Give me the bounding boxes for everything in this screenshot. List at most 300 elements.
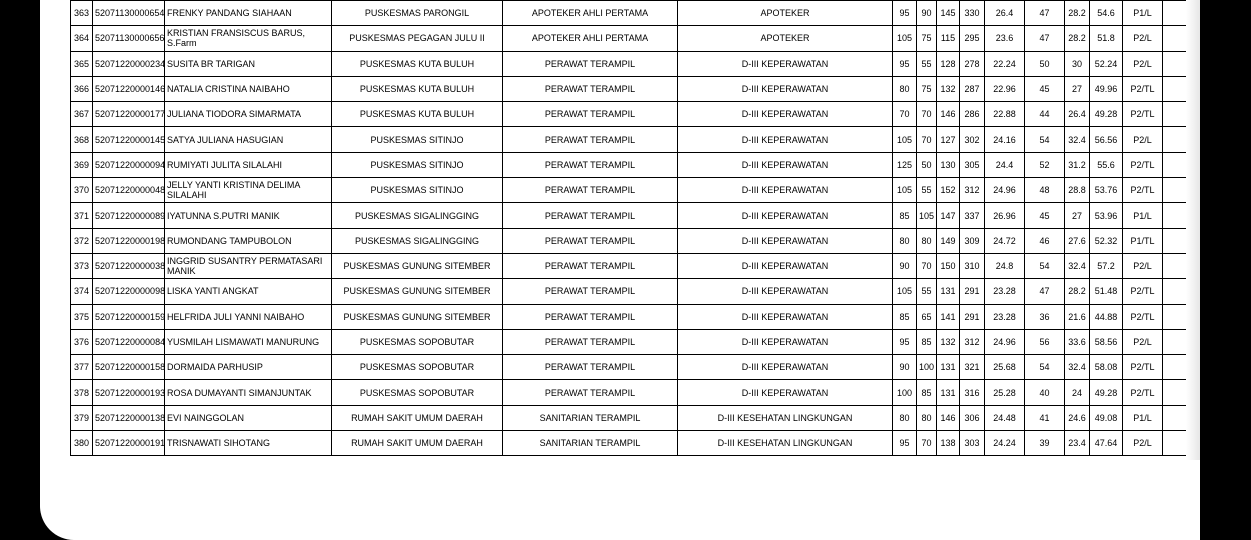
table-row — [71, 279, 1251, 304]
weighted-score-2-cell: 23.4 — [1065, 431, 1090, 456]
score-3-cell: 132 — [937, 76, 960, 101]
registration-number-cell: 52071220000094 — [93, 152, 165, 177]
score-1-cell: 80 — [893, 228, 917, 253]
row-number-cell: 377 — [71, 355, 93, 380]
score-1-cell: 70 — [893, 102, 917, 127]
weighted-score-2-cell: 32.4 — [1065, 253, 1090, 278]
score-2-cell: 70 — [917, 253, 937, 278]
score-1-cell: 105 — [893, 26, 917, 51]
total-score-cell: 312 — [960, 329, 985, 354]
score-2-cell: 70 — [917, 127, 937, 152]
final-score-cell: 51.8 — [1090, 26, 1123, 51]
final-score-cell: 57.2 — [1090, 253, 1123, 278]
remark-cell: - — [1163, 102, 1210, 127]
status-cell: P2/TL — [1123, 355, 1163, 380]
total-score-cell: 316 — [960, 380, 985, 405]
empty-cell — [1210, 51, 1251, 76]
work-unit-cell: PUSKESMAS PEGAGAN JULU II — [332, 26, 503, 51]
weighted-score-1-cell: 23.28 — [985, 279, 1025, 304]
status-cell: P2/L — [1123, 329, 1163, 354]
score-2-cell: 70 — [917, 102, 937, 127]
weighted-score-2-cell: 27 — [1065, 76, 1090, 101]
position-cell: SANITARIAN TERAMPIL — [503, 431, 678, 456]
score-4-cell: 52 — [1025, 152, 1065, 177]
table-row — [71, 228, 1251, 253]
paper-edge-shadow — [1186, 0, 1200, 460]
weighted-score-1-cell: 24.16 — [985, 127, 1025, 152]
table-row — [71, 355, 1251, 380]
education-cell: D-III KEPERAWATAN — [678, 380, 893, 405]
name-cell: HELFRIDA JULI YANNI NAIBAHO — [165, 304, 332, 329]
status-cell: P1/L — [1123, 405, 1163, 430]
row-number-cell: 376 — [71, 329, 93, 354]
score-1-cell: 95 — [893, 51, 917, 76]
weighted-score-2-cell: 28.2 — [1065, 279, 1090, 304]
status-cell: P2/L — [1123, 431, 1163, 456]
weighted-score-1-cell: 22.96 — [985, 76, 1025, 101]
weighted-score-2-cell: 30 — [1065, 51, 1090, 76]
work-unit-cell: PUSKESMAS GUNUNG SITEMBER — [332, 304, 503, 329]
remark-cell: - — [1163, 431, 1210, 456]
score-4-cell: 54 — [1025, 253, 1065, 278]
row-number-cell: 370 — [71, 178, 93, 203]
score-3-cell: 131 — [937, 279, 960, 304]
work-unit-cell: PUSKESMAS SOPOBUTAR — [332, 355, 503, 380]
remark-cell: - — [1163, 279, 1210, 304]
empty-cell — [1210, 355, 1251, 380]
status-cell: P2/TL — [1123, 380, 1163, 405]
education-cell: D-III KESEHATAN LINGKUNGAN — [678, 431, 893, 456]
score-4-cell: 47 — [1025, 26, 1065, 51]
weighted-score-1-cell: 23.28 — [985, 304, 1025, 329]
status-cell: P2/L — [1123, 26, 1163, 51]
position-cell: PERAWAT TERAMPIL — [503, 279, 678, 304]
position-cell: APOTEKER AHLI PERTAMA — [503, 1, 678, 26]
position-cell: PERAWAT TERAMPIL — [503, 152, 678, 177]
weighted-score-2-cell: 32.4 — [1065, 127, 1090, 152]
remark-cell: - — [1163, 228, 1210, 253]
empty-cell — [1210, 329, 1251, 354]
education-cell: D-III KEPERAWATAN — [678, 51, 893, 76]
row-number-cell: 373 — [71, 253, 93, 278]
registration-number-cell: 52071220000138 — [93, 405, 165, 430]
remark-cell: - — [1163, 203, 1210, 228]
work-unit-cell: PUSKESMAS KUTA BULUH — [332, 51, 503, 76]
total-score-cell: 310 — [960, 253, 985, 278]
table-row — [71, 1, 1251, 26]
status-cell: P2/TL — [1123, 102, 1163, 127]
score-4-cell: 56 — [1025, 329, 1065, 354]
weighted-score-1-cell: 24.4 — [985, 152, 1025, 177]
table-row — [71, 380, 1251, 405]
score-4-cell: 39 — [1025, 431, 1065, 456]
weighted-score-2-cell: 24 — [1065, 380, 1090, 405]
education-cell: D-III KEPERAWATAN — [678, 203, 893, 228]
score-2-cell: 75 — [917, 76, 937, 101]
score-4-cell: 50 — [1025, 51, 1065, 76]
table-row — [71, 203, 1251, 228]
final-score-cell: 49.28 — [1090, 380, 1123, 405]
weighted-score-2-cell: 27.6 — [1065, 228, 1090, 253]
score-4-cell: 47 — [1025, 1, 1065, 26]
score-3-cell: 146 — [937, 102, 960, 127]
work-unit-cell: PUSKESMAS SITINJO — [332, 127, 503, 152]
score-4-cell: 45 — [1025, 76, 1065, 101]
work-unit-cell: PUSKESMAS GUNUNG SITEMBER — [332, 253, 503, 278]
table-row — [71, 405, 1251, 430]
work-unit-cell: PUSKESMAS SITINJO — [332, 152, 503, 177]
empty-cell — [1210, 431, 1251, 456]
row-number-cell: 369 — [71, 152, 93, 177]
name-cell: INGGRID SUSANTRY PERMATASARI MANIK — [165, 253, 332, 278]
education-cell: D-III KEPERAWATAN — [678, 152, 893, 177]
empty-cell — [1210, 405, 1251, 430]
education-cell: D-III KEPERAWATAN — [678, 253, 893, 278]
score-3-cell: 141 — [937, 304, 960, 329]
registration-number-cell: 52071220000198 — [93, 228, 165, 253]
total-score-cell: 303 — [960, 431, 985, 456]
position-cell: APOTEKER AHLI PERTAMA — [503, 26, 678, 51]
registration-number-cell: 52071220000159 — [93, 304, 165, 329]
final-score-cell: 49.28 — [1090, 102, 1123, 127]
score-4-cell: 45 — [1025, 203, 1065, 228]
remark-cell: - — [1163, 76, 1210, 101]
row-number-cell: 372 — [71, 228, 93, 253]
table-row — [71, 304, 1251, 329]
name-cell: JELLY YANTI KRISTINA DELIMA SILALAHI — [165, 178, 332, 203]
final-score-cell: 52.24 — [1090, 51, 1123, 76]
score-3-cell: 147 — [937, 203, 960, 228]
position-cell: PERAWAT TERAMPIL — [503, 127, 678, 152]
education-cell: D-III KEPERAWATAN — [678, 279, 893, 304]
table-row — [71, 329, 1251, 354]
empty-cell — [1210, 380, 1251, 405]
table-row — [71, 178, 1251, 203]
work-unit-cell: RUMAH SAKIT UMUM DAERAH — [332, 431, 503, 456]
weighted-score-1-cell: 24.48 — [985, 405, 1025, 430]
score-1-cell: 80 — [893, 76, 917, 101]
score-1-cell: 125 — [893, 152, 917, 177]
table-row — [71, 102, 1251, 127]
name-cell: JULIANA TIODORA SIMARMATA — [165, 102, 332, 127]
score-3-cell: 131 — [937, 355, 960, 380]
score-1-cell: 90 — [893, 355, 917, 380]
total-score-cell: 309 — [960, 228, 985, 253]
final-score-cell: 53.76 — [1090, 178, 1123, 203]
empty-cell — [1210, 1, 1251, 26]
remark-cell: - — [1163, 405, 1210, 430]
score-3-cell: 128 — [937, 51, 960, 76]
empty-cell — [1210, 152, 1251, 177]
education-cell: D-III KEPERAWATAN — [678, 329, 893, 354]
status-cell: P2/TL — [1123, 152, 1163, 177]
score-3-cell: 132 — [937, 329, 960, 354]
row-number-cell: 364 — [71, 26, 93, 51]
table-row — [71, 431, 1251, 456]
registration-number-cell: 52071220000146 — [93, 76, 165, 101]
weighted-score-1-cell: 24.8 — [985, 253, 1025, 278]
empty-cell — [1210, 127, 1251, 152]
position-cell: PERAWAT TERAMPIL — [503, 178, 678, 203]
weighted-score-1-cell: 23.6 — [985, 26, 1025, 51]
score-2-cell: 85 — [917, 329, 937, 354]
empty-cell — [1210, 304, 1251, 329]
name-cell: RUMIYATI JULITA SILALAHI — [165, 152, 332, 177]
status-cell: P1/TL — [1123, 228, 1163, 253]
registration-number-cell: 52071220000145 — [93, 127, 165, 152]
name-cell: DORMAIDA PARHUSIP — [165, 355, 332, 380]
remark-cell: - — [1163, 329, 1210, 354]
empty-cell — [1210, 203, 1251, 228]
weighted-score-1-cell: 24.24 — [985, 431, 1025, 456]
registration-number-cell: 52071220000089 — [93, 203, 165, 228]
remark-cell: - — [1163, 152, 1210, 177]
score-4-cell: 48 — [1025, 178, 1065, 203]
weighted-score-1-cell: 25.28 — [985, 380, 1025, 405]
work-unit-cell: PUSKESMAS SOPOBUTAR — [332, 380, 503, 405]
registration-number-cell: 52071220000038 — [93, 253, 165, 278]
registration-number-cell: 52071220000048 — [93, 178, 165, 203]
registration-number-cell: 52071130000654 — [93, 1, 165, 26]
score-4-cell: 41 — [1025, 405, 1065, 430]
total-score-cell: 302 — [960, 127, 985, 152]
position-cell: PERAWAT TERAMPIL — [503, 329, 678, 354]
registration-number-cell: 52071220000098 — [93, 279, 165, 304]
empty-cell — [1210, 279, 1251, 304]
row-number-cell: 367 — [71, 102, 93, 127]
position-cell: SANITARIAN TERAMPIL — [503, 405, 678, 430]
score-2-cell: 55 — [917, 51, 937, 76]
status-cell: P2/TL — [1123, 76, 1163, 101]
status-cell: P2/L — [1123, 253, 1163, 278]
score-1-cell: 95 — [893, 329, 917, 354]
total-score-cell: 305 — [960, 152, 985, 177]
work-unit-cell: PUSKESMAS SITINJO — [332, 178, 503, 203]
score-2-cell: 75 — [917, 26, 937, 51]
weighted-score-1-cell: 22.88 — [985, 102, 1025, 127]
weighted-score-1-cell: 24.72 — [985, 228, 1025, 253]
total-score-cell: 337 — [960, 203, 985, 228]
weighted-score-1-cell: 26.96 — [985, 203, 1025, 228]
score-4-cell: 40 — [1025, 380, 1065, 405]
position-cell: PERAWAT TERAMPIL — [503, 76, 678, 101]
empty-cell — [1210, 102, 1251, 127]
score-3-cell: 145 — [937, 1, 960, 26]
table-row — [71, 127, 1251, 152]
score-4-cell: 44 — [1025, 102, 1065, 127]
final-score-cell: 53.96 — [1090, 203, 1123, 228]
weighted-score-1-cell: 24.96 — [985, 178, 1025, 203]
registration-number-cell: 52071220000158 — [93, 355, 165, 380]
position-cell: PERAWAT TERAMPIL — [503, 203, 678, 228]
score-2-cell: 100 — [917, 355, 937, 380]
name-cell: EVI NAINGGOLAN — [165, 405, 332, 430]
row-number-cell: 375 — [71, 304, 93, 329]
total-score-cell: 286 — [960, 102, 985, 127]
score-1-cell: 85 — [893, 203, 917, 228]
work-unit-cell: PUSKESMAS PARONGIL — [332, 1, 503, 26]
status-cell: P2/TL — [1123, 279, 1163, 304]
remark-cell: - — [1163, 380, 1210, 405]
position-cell: PERAWAT TERAMPIL — [503, 380, 678, 405]
table-row — [71, 76, 1251, 101]
total-score-cell: 295 — [960, 26, 985, 51]
empty-cell — [1210, 253, 1251, 278]
table-wrapper — [70, 0, 1207, 456]
status-cell: P2/TL — [1123, 178, 1163, 203]
weighted-score-2-cell: 33.6 — [1065, 329, 1090, 354]
row-number-cell: 378 — [71, 380, 93, 405]
work-unit-cell: PUSKESMAS GUNUNG SITEMBER — [332, 279, 503, 304]
score-4-cell: 47 — [1025, 279, 1065, 304]
registration-number-cell: 52071220000191 — [93, 431, 165, 456]
final-score-cell: 47.64 — [1090, 431, 1123, 456]
weighted-score-1-cell: 26.4 — [985, 1, 1025, 26]
position-cell: PERAWAT TERAMPIL — [503, 304, 678, 329]
name-cell: SUSITA BR TARIGAN — [165, 51, 332, 76]
total-score-cell: 321 — [960, 355, 985, 380]
row-number-cell: 380 — [71, 431, 93, 456]
weighted-score-2-cell: 27 — [1065, 203, 1090, 228]
score-4-cell: 54 — [1025, 355, 1065, 380]
table-row — [71, 152, 1251, 177]
row-number-cell: 368 — [71, 127, 93, 152]
row-number-cell: 366 — [71, 76, 93, 101]
empty-cell — [1210, 178, 1251, 203]
work-unit-cell: PUSKESMAS KUTA BULUH — [332, 76, 503, 101]
name-cell: KRISTIAN FRANSISCUS BARUS, S.Farm — [165, 26, 332, 51]
final-score-cell: 49.08 — [1090, 405, 1123, 430]
row-number-cell: 365 — [71, 51, 93, 76]
education-cell: APOTEKER — [678, 1, 893, 26]
score-2-cell: 70 — [917, 431, 937, 456]
final-score-cell: 58.08 — [1090, 355, 1123, 380]
position-cell: PERAWAT TERAMPIL — [503, 102, 678, 127]
score-2-cell: 85 — [917, 380, 937, 405]
remark-cell: - — [1163, 355, 1210, 380]
total-score-cell: 312 — [960, 178, 985, 203]
work-unit-cell: PUSKESMAS SIGALINGGING — [332, 228, 503, 253]
weighted-score-2-cell: 21.6 — [1065, 304, 1090, 329]
score-2-cell: 90 — [917, 1, 937, 26]
work-unit-cell: RUMAH SAKIT UMUM DAERAH — [332, 405, 503, 430]
paper-sheet — [40, 0, 1207, 540]
work-unit-cell: PUSKESMAS SIGALINGGING — [332, 203, 503, 228]
score-1-cell: 105 — [893, 178, 917, 203]
score-1-cell: 90 — [893, 253, 917, 278]
name-cell: YUSMILAH LISMAWATI MANURUNG — [165, 329, 332, 354]
final-score-cell: 55.6 — [1090, 152, 1123, 177]
name-cell: NATALIA CRISTINA NAIBAHO — [165, 76, 332, 101]
weighted-score-2-cell: 24.6 — [1065, 405, 1090, 430]
registration-number-cell: 52071220000234 — [93, 51, 165, 76]
weighted-score-1-cell: 22.24 — [985, 51, 1025, 76]
remark-cell: - — [1163, 127, 1210, 152]
name-cell: LISKA YANTI ANGKAT — [165, 279, 332, 304]
education-cell: D-III KEPERAWATAN — [678, 304, 893, 329]
status-cell: P2/L — [1123, 51, 1163, 76]
final-score-cell: 54.6 — [1090, 1, 1123, 26]
weighted-score-2-cell: 26.4 — [1065, 102, 1090, 127]
name-cell: IYATUNNA S.PUTRI MANIK — [165, 203, 332, 228]
row-number-cell: 374 — [71, 279, 93, 304]
weighted-score-2-cell: 31.2 — [1065, 152, 1090, 177]
row-number-cell: 363 — [71, 1, 93, 26]
work-unit-cell: PUSKESMAS SOPOBUTAR — [332, 329, 503, 354]
table-row — [71, 253, 1251, 278]
final-score-cell: 51.48 — [1090, 279, 1123, 304]
education-cell: APOTEKER — [678, 26, 893, 51]
weighted-score-1-cell: 25.68 — [985, 355, 1025, 380]
score-3-cell: 115 — [937, 26, 960, 51]
remark-cell: - — [1163, 304, 1210, 329]
name-cell: FRENKY PANDANG SIAHAAN — [165, 1, 332, 26]
score-3-cell: 127 — [937, 127, 960, 152]
score-1-cell: 100 — [893, 380, 917, 405]
education-cell: D-III KEPERAWATAN — [678, 178, 893, 203]
status-cell: P2/TL — [1123, 304, 1163, 329]
score-1-cell: 85 — [893, 304, 917, 329]
education-cell: D-III KESEHATAN LINGKUNGAN — [678, 405, 893, 430]
score-1-cell: 105 — [893, 279, 917, 304]
total-score-cell: 306 — [960, 405, 985, 430]
education-cell: D-III KEPERAWATAN — [678, 127, 893, 152]
position-cell: PERAWAT TERAMPIL — [503, 355, 678, 380]
final-score-cell: 49.96 — [1090, 76, 1123, 101]
score-3-cell: 130 — [937, 152, 960, 177]
score-3-cell: 149 — [937, 228, 960, 253]
total-score-cell: 291 — [960, 279, 985, 304]
total-score-cell: 330 — [960, 1, 985, 26]
row-number-cell: 379 — [71, 405, 93, 430]
score-4-cell: 36 — [1025, 304, 1065, 329]
name-cell: RUMONDANG TAMPUBOLON — [165, 228, 332, 253]
education-cell: D-III KEPERAWATAN — [678, 228, 893, 253]
weighted-score-2-cell: 28.2 — [1065, 26, 1090, 51]
weighted-score-2-cell: 28.8 — [1065, 178, 1090, 203]
registration-number-cell: 52071220000193 — [93, 380, 165, 405]
education-cell: D-III KEPERAWATAN — [678, 102, 893, 127]
education-cell: D-III KEPERAWATAN — [678, 355, 893, 380]
remark-cell: - — [1163, 51, 1210, 76]
score-2-cell: 50 — [917, 152, 937, 177]
score-3-cell: 131 — [937, 380, 960, 405]
table-body — [71, 1, 1251, 456]
registration-number-cell: 52071220000084 — [93, 329, 165, 354]
position-cell: PERAWAT TERAMPIL — [503, 51, 678, 76]
registration-number-cell: 52071130000656 — [93, 26, 165, 51]
total-score-cell: 291 — [960, 304, 985, 329]
table-row — [71, 26, 1251, 51]
weighted-score-1-cell: 24.96 — [985, 329, 1025, 354]
remark-cell: - — [1163, 253, 1210, 278]
score-4-cell: 46 — [1025, 228, 1065, 253]
status-cell: P1/L — [1123, 203, 1163, 228]
score-3-cell: 150 — [937, 253, 960, 278]
score-2-cell: 55 — [917, 279, 937, 304]
position-cell: PERAWAT TERAMPIL — [503, 253, 678, 278]
score-1-cell: 95 — [893, 1, 917, 26]
final-score-cell: 58.56 — [1090, 329, 1123, 354]
total-score-cell: 287 — [960, 76, 985, 101]
score-1-cell: 80 — [893, 405, 917, 430]
status-cell: P1/L — [1123, 1, 1163, 26]
empty-cell — [1210, 26, 1251, 51]
final-score-cell: 56.56 — [1090, 127, 1123, 152]
remark-cell: - — [1163, 1, 1210, 26]
score-3-cell: 146 — [937, 405, 960, 430]
name-cell: TRISNAWATI SIHOTANG — [165, 431, 332, 456]
